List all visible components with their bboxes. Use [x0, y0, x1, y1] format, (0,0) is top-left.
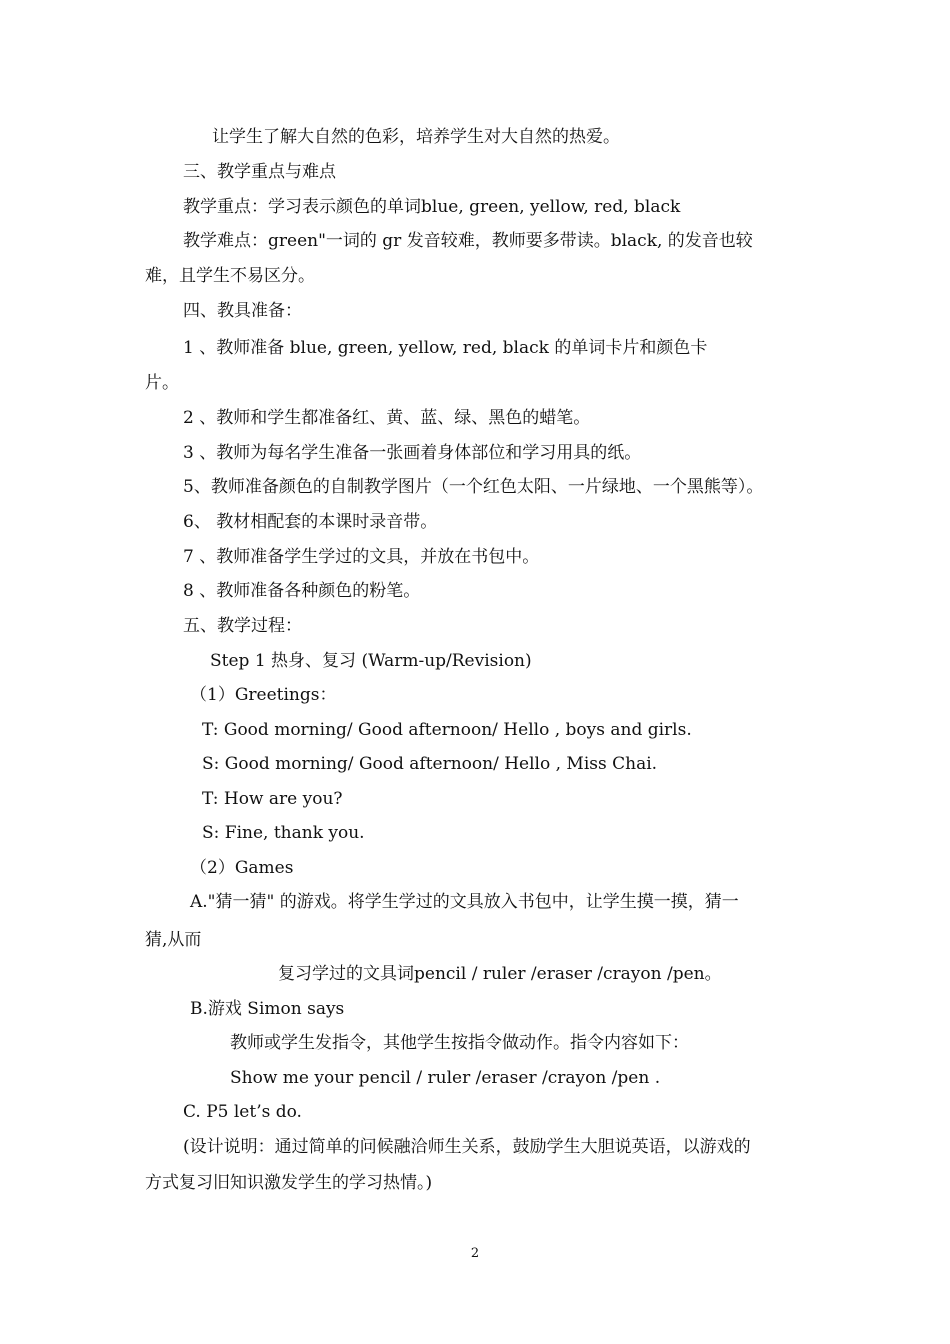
list-item: 5、教师准备颜色的自制教学图片（一个红色太阳、一片绿地、一个黑熊等）。: [183, 477, 764, 497]
section-heading: 四、教具准备：: [183, 301, 302, 321]
text-line: 教师或学生发指令，其他学生按指令做动作。指令内容如下：: [230, 1033, 689, 1053]
list-item: 1 、教师准备 blue, green, yellow, red, black 的单词卡片和颜色卡: [183, 338, 708, 358]
text-line: 教学重点：学习表示颜色的单词blue, green, yellow, red, black: [183, 197, 681, 217]
text-line: Show me your pencil / ruler /eraser /crayon /pen .: [230, 1068, 661, 1088]
dialogue-line: T: Good morning/ Good afternoon/ Hello , boys and girls.: [202, 720, 692, 740]
design-note: 方式复习旧知识激发学生的学习热情。): [145, 1173, 433, 1193]
section-heading: 三、教学重点与难点: [183, 162, 336, 182]
design-note: (设计说明：通过简单的问候融洽师生关系，鼓励学生大胆说英语，以游戏的: [183, 1137, 751, 1157]
list-item: 3 、教师为每名学生准备一张画着身体部位和学习用具的纸。: [183, 443, 642, 463]
text-line: 片。: [145, 373, 179, 393]
text-line: B.游戏 Simon says: [190, 999, 345, 1019]
text-line: 让学生了解大自然的色彩，培养学生对大自然的热爱。: [212, 127, 620, 147]
section-heading: 五、教学过程：: [183, 616, 302, 636]
step-heading: Step 1 热身、复习 (Warm-up/Revision): [210, 651, 532, 671]
list-item: 7 、教师准备学生学过的文具，并放在书包中。: [183, 547, 540, 567]
list-item: 6、 教材相配套的本课时录音带。: [183, 512, 438, 532]
text-line: 难，且学生不易区分。: [145, 266, 315, 286]
text-line: A."猜一猜" 的游戏。将学生学过的文具放入书包中，让学生摸一摸，猜一: [190, 892, 739, 912]
text-line: C. P5 let’s do.: [183, 1102, 302, 1122]
sub-heading: （2）Games: [190, 858, 294, 878]
list-item: 8 、教师准备各种颜色的粉笔。: [183, 581, 421, 601]
page-number: 2: [470, 1246, 480, 1261]
list-item: 2 、教师和学生都准备红、黄、蓝、绿、黑色的蜡笔。: [183, 408, 591, 428]
text-line: 猜,从而: [145, 930, 202, 950]
dialogue-line: T: How are you?: [202, 789, 343, 809]
dialogue-line: S: Fine, thank you.: [202, 823, 365, 843]
text-line: 复习学过的文具词pencil / ruler /eraser /crayon /pen。: [278, 964, 722, 984]
dialogue-line: S: Good morning/ Good afternoon/ Hello , Miss Chai.: [202, 754, 658, 774]
text-line: 教学难点：green"一词的 gr 发音较难，教师要多带读。black, 的发音也较: [183, 231, 753, 251]
sub-heading: （1）Greetings：: [190, 685, 337, 705]
